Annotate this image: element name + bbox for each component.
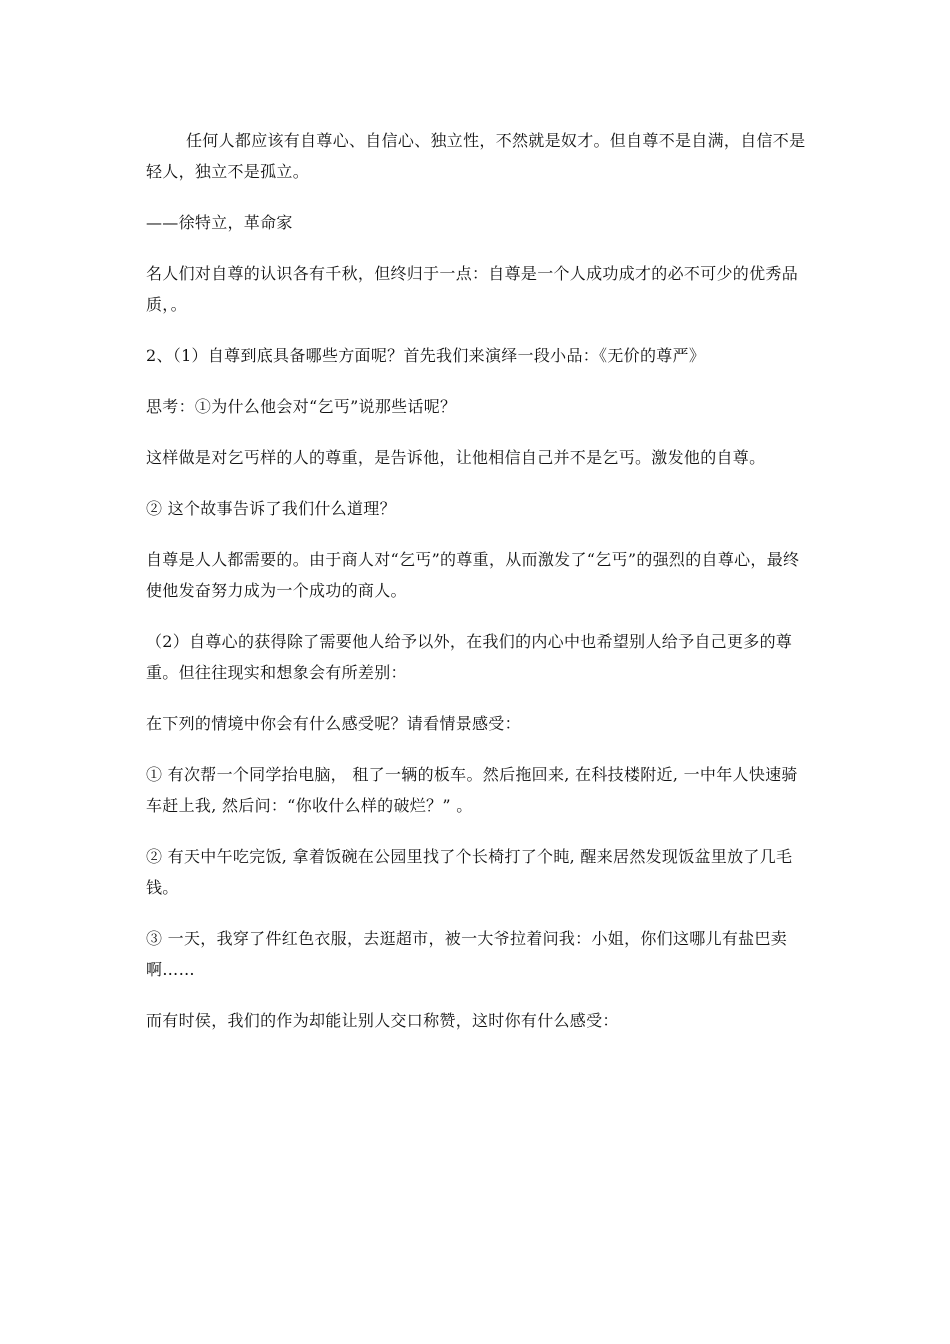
question-2: ② 这个故事告诉了我们什么道理？ [146,499,396,518]
scenario-1: ① 有次帮一个同学抬电脑， 租了一辆的板车。然后拖回来, 在科技楼附近, 一中年人快速骑车赶上我, 然后问：“你收什么样的破烂？” 。 [146,765,798,815]
answer-2: 自尊是人人都需要的。由于商人对“乞丐”的尊重，从而激发了“乞丐”的强烈的自尊心，最终使他发奋努力成为一个成功的商人。 [146,550,800,600]
closing-paragraph: 而有时侯，我们的作为却能让别人交口称赞，这时你有什么感受： [146,1011,619,1030]
section-2-part-2: （2）自尊心的获得除了需要他人给予以外，在我们的内心中也希望别人给予自己更多的尊重。但往往现实和想象会有所差别： [146,632,793,682]
scenario-intro: 在下列的情境中你会有什么感受呢？请看情景感受： [146,714,521,733]
section-2-heading: 2、（1）自尊到底具备哪些方面呢？首先我们来演绎一段小品：《无价的尊严》 [146,346,706,365]
answer-1: 这样做是对乞丐样的人的尊重，是告诉他，让他相信自己并不是乞丐。激发他的自尊。 [146,448,766,467]
quote-paragraph: 任何人都应该有自尊心、自信心、独立性，不然就是奴才。但自尊不是自满，自信不是轻人，独立不是孤立。 [146,131,806,181]
scenario-2: ② 有天中午吃完饭, 拿着饭碗在公园里找了个长椅打了个盹, 醒来居然发现饭盆里放了几毛钱。 [146,847,793,897]
summary-paragraph: 名人们对自尊的认识各有千秋，但终归于一点：自尊是一个人成功成才的必不可少的优秀品质，。 [146,264,799,314]
scenario-3: ③ 一天，我穿了件红色衣服，去逛超市，被一大爷拉着问我：小姐，你们这哪儿有盐巴卖啊…… [146,929,788,979]
question-1: 思考：①为什么他会对“乞丐”说那些话呢？ [146,397,457,416]
quote-attribution: ——徐特立，革命家 [146,213,293,232]
